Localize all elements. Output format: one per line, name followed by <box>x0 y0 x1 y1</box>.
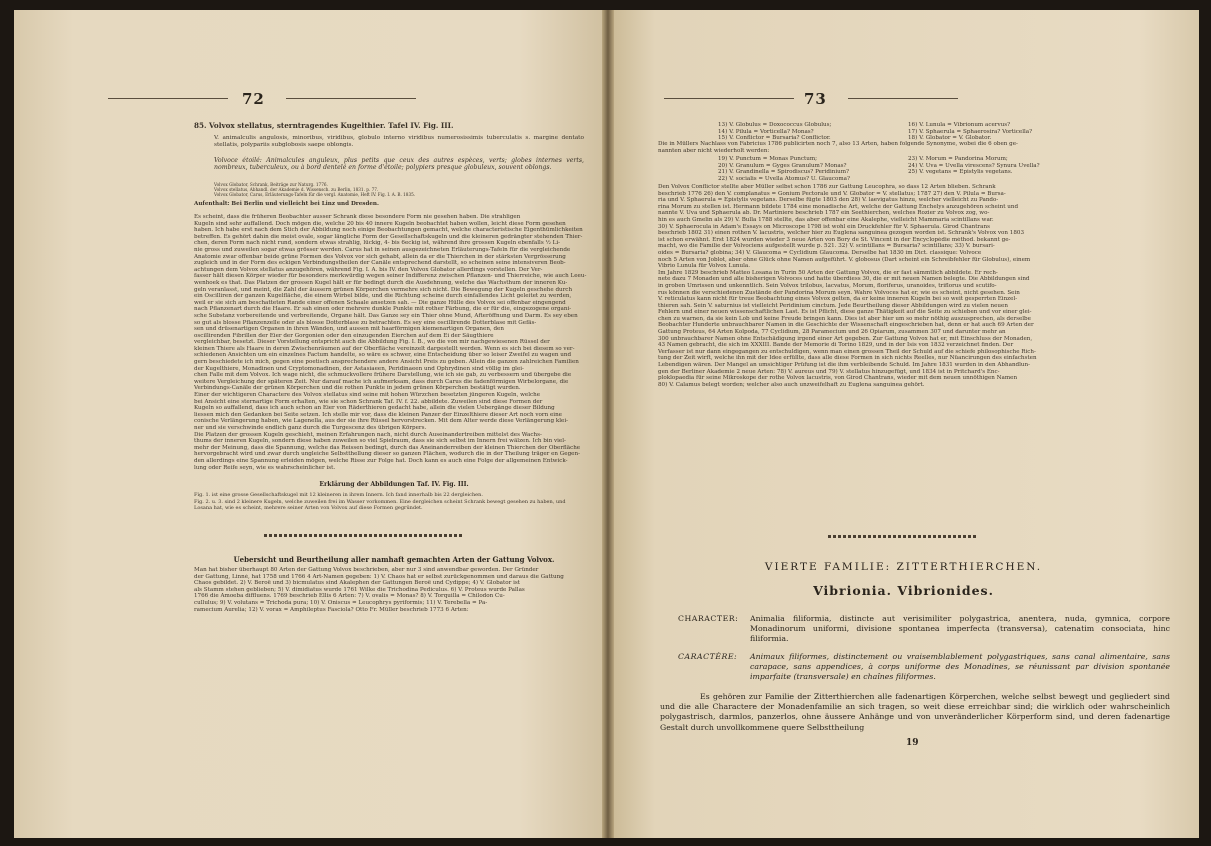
intro-text <box>658 141 1178 154</box>
text-line: kleinen Thiere als Haare in deren Zwischenräumen auf der Oberfläche vereinzelt dargestellt werden. Wenn es sich bei diesem so ver- <box>194 345 575 352</box>
ref-line: Volvox stellatus, Abhandl. der Akademie d. Wissensch. zu Berlin, 1831. p. 77. <box>214 187 379 193</box>
text-line: 24) V. Uva = Uvella virescens? Synura Uvella? <box>908 162 1040 169</box>
text-line: den allerdings eine Spannung erleiden mögen, welche Risse zur Folge hat. Doch kann es auch eine Folge der allgemeinen Entwick- <box>194 457 568 464</box>
explanation-heading: Erklärung der Abbildungen Taf. IV. Fig. III. <box>319 481 469 488</box>
text-line: als Stamm stehen geblieben; 5) V. dimidiatus wurde 1761 Wilke die Trichodina Pediculus. 6) V. Proteus wurde Pallas <box>194 586 525 593</box>
text-line: Chaos gebildet. 2) V. Beroë und 3) bicmulatus sind Akalephen der Gattungen Beroë und Cydippe; 4) V. Globator ist <box>194 580 520 587</box>
text-line: 15) V. Conflictor = Bursaria? Conflictor. <box>718 135 831 142</box>
ref-line: Volvox Globator, Schrank, Beiträge zur Naturg. 1776. <box>214 182 328 187</box>
text-line: Gattung Proteus, 64 Arten Kolpoda, 77 Cyclidium, 28 Paramecium und 26 Opiarum, zusammen 307 und darunter mehr an <box>658 329 1006 336</box>
text-line: macht, wo die Familie der Volvociens aufgestellt wurde p. 521. 32) V. scintillans = Bursaria? scintillans; 33) V. bursari- <box>658 243 995 250</box>
text-line: achtungen dem Volvox stellatus anzugehören, während Fig. I. A. bis IV. den Volvox Globator allerdings vorstellen. Der Ver- <box>194 266 543 273</box>
family-title: VIERTE FAMILIE: ZITTERTHIERCHEN. <box>764 561 1043 573</box>
text-line: 22) V. socialis = Uvella Atomus? U. Glaucoma? <box>718 175 850 182</box>
header-rule-right <box>286 98 416 99</box>
text-line: Man hat bisher überhaupt 80 Arten der Gattung Volvox beschrieben, aber nur 3 sind anwendbar geworden. Der Gründer <box>194 567 539 573</box>
text-line: Fig. 2. u. 3. sind 2 kleinere Kugeln, welche zuweilen frei im Wasser vorkommen. Eine dergleichen scheint Schrank bewegt gesehen zu haben, und <box>194 498 566 505</box>
text-line: cullulus; 9) V. volutans = Trichoda pura; 10) V. Oniscus = Leucophrys pyriformis; 11) V. Terebella = Pa- <box>194 599 488 606</box>
text-line: gern beschiedete ich mich, gegen eine poetisch ansprechendere andere Ansicht Preis zu geben. Allein die ganzen zahlreichen Familien <box>194 359 579 366</box>
text-line: oides = Bursaria? globina; 34) V. Glaucoma = Cyclidium Glaucoma. Derselbe hat 1830 im Dict. classique: Volvoce <box>658 249 982 256</box>
page-number-right: 73 <box>804 90 827 108</box>
header-rule-left <box>108 98 228 99</box>
text-line: 16) V. Lunula = Vibrionum acervus? <box>908 122 1011 128</box>
text-line: haben. Ich habe erst nach dem Stich der Abbildung noch einige Beobachtungen gemacht, welche characteristische Eigenthümlichkeiten <box>194 227 583 234</box>
species-list-left <box>718 122 918 142</box>
text-line: ein Oscilliren der ganzen Kugelfläche, die einem Wirbel bilde, und die Richtung scheine durch einfallendes Licht geleitet zu werden, <box>194 293 572 300</box>
review-text <box>194 567 594 613</box>
text-line: 14) V. Pilula = Vorticella? Monas? <box>718 128 814 135</box>
text-line: ner und sie verschwinde endlich ganz durch die Turgescenz des übrigen Körpers. <box>194 425 427 431</box>
text-line: ploklopaedia für seine Mikroskope der rothe Volvox lacustris, von Girod Chantrans, wieder mit dem neuen unnöthigen Namen <box>658 375 1018 382</box>
text-line: chen, deren Form nach nicht rund, sondern etwas strahlig, lückig, 4- bis 6eckig ist, während ihre grossen Kugeln ebenfalls ½ Li- <box>194 240 561 247</box>
text-line: hin es auch Gmelin als 29) V. Bulla 1788 stellte, das aber offenbar eine Akalephe, vielleicht Mammaria scintillans war. <box>658 216 994 223</box>
text-line: ist schon erwähnt. Erst 1824 wurden wieder 3 neue Arten von Bory de St. Vincent in der Encyclopédie méthod. bekannt ge- <box>658 236 1011 243</box>
explanation-text <box>194 492 594 512</box>
signature-mark: 19 <box>906 738 919 748</box>
text-line: Lebendigen wären. Der Mangel an umsichtiger Prüfung ist die ihm verbleibende Schuld. Im Jahre 1831 wurden in den Abhandlun- <box>658 362 1031 369</box>
left-page <box>14 10 608 838</box>
caractere-text: Animaux filiformes, distinctement ou vraisemblablement polygastriques, sans canal alimentaire, sans carapace, sans appendices, à corps uniforme des Monadines, se réunissant par division spontanée imparfaite (transversale) en chaînes filiformes. <box>750 652 1170 682</box>
text-line: 19) V. Punctum = Monas Punctum; <box>718 156 818 162</box>
text-line: geln veranlasst, und meint, die Zahl der äussern grünen Körperchen vermehre sich nicht. Die Bewegung der Kugeln geschehe durch <box>194 286 573 293</box>
text-line: nie gross und zuweilen sogar etwas grösser werden. Carus hat in seinen ausgezeichneten Erläuterungs-Tafeln für die vergleichende <box>194 246 571 253</box>
text-line: sen und drüsenartigen Organen in ihren Wänden, und aussen mit haarförmigen kiemenartigen Organen, den <box>194 326 504 333</box>
family-subtitle: Vibrionia. Vibrionides. <box>813 583 994 598</box>
text-line: wenhoek es that. Das Platzen der grossen Kugel hält er für bedingt durch die Ausdehnung, welche das Wachsthum der inneren Ku- <box>194 279 568 286</box>
text-line: weitere Vergleichung der späteren Zeit. Nur darauf mache ich aufmerksam, dass durch Carus die fadenförmigen Wirbelorgane, die <box>194 378 569 385</box>
right-page <box>608 10 1199 838</box>
species-list2-left <box>718 156 918 182</box>
text-line: 13) V. Globulus = Doxococcus Globulus; <box>718 122 832 128</box>
text-line: Kugeln so auffallend, dass ich auch schon an Eier von Räderthieren gedacht habe, allein die vielen Uebergänge dieser Bildung <box>194 405 555 412</box>
review-heading: Uebersicht und Beurtheilung aller namhaft gemachten Arten der Gattung Volvox. <box>233 555 555 564</box>
text-line: betreffen. Es gehört dahin die meist ovale, sogar längliche Form der Gesellschaftskugeln und die kleineren gedrängter stehenden Thier- <box>194 233 583 240</box>
text-line: 1766 die Amoeba diffluens. 1769 beschrieb Ellis 6 Arten: 7) V. ovalis = Monas? 8) V. Torquilla = Chilodon Cu- <box>194 593 505 600</box>
text-line: Kugeln sind sehr auffallend. Doch mögen die, welche 20 bis 40 innere Kugeln beobachtet haben wollen, leicht diese Form gesehen <box>194 220 566 227</box>
intro-line: Die in Müllers Nachlass von Fabricius 1786 publicirten noch 7, also 13 Arten, haben folgende Synonyme, wobei die 6 oben ge- <box>658 141 1018 147</box>
page-number-left: 72 <box>242 90 265 108</box>
text-line: ria und V. Sphaerula = Epistylis vegetans. Derselbe fügte 1803 den 28) V. laevigatus hinzu, welcher vielleicht zu Pando- <box>658 197 999 204</box>
section-divider <box>828 535 978 538</box>
text-line: nete dazu 7 Monaden und alle bisherigen Volvoces und hatte überdiess 30, die er mit neuen Namen belegte. Die Abbildungen sind <box>658 276 1030 283</box>
text-line: 18) V. Globator = V. Globator. <box>908 135 992 142</box>
right-body-text <box>658 184 1178 388</box>
text-line: beschrieb 1802 31) einen rothen V. lacustris, welcher hier zu Euglena sanguinea gezogen worden ist. Schrank's Volvox von 1803 <box>658 230 1025 237</box>
text-line: zugleich und in der Form des eckigen Verbindungstheilen der Canäle entsprechend darstellt, so scheinen seine intensiveren Beob- <box>194 260 566 267</box>
entry-heading: 85. Volvox stellatus, sterntragendes Kugelthier. Tafel IV. Fig. III. <box>194 121 454 130</box>
text-line: Einer der wichtigeren Charactere des Volvox stellatus sind seine mit hohen Würzchen besetzten jüngeren Kugeln, welche <box>194 392 541 399</box>
species-list-right <box>908 122 1128 142</box>
latin-diagnosis: V. animalculis angulosis, minoribus, viridibus, globulo interno viridibus numerosissimis tuberculatis s. margine dentato stellatis, polypariis subglobosis saepe oblongis. <box>214 135 584 148</box>
text-line: 17) V. Sphaerula = Sphaerosira? Vorticella? <box>908 128 1033 135</box>
text-line: 80) V. Calamus belegt worden; welcher also auch unzweifelhaft zu Euglena sanguinea gehört. <box>658 381 925 388</box>
text-line: vergleichbar, besetzt. Dieser Vorstellung entspricht auch die Abbildung Fig. I. B., wo die von mir nachgewiesenen Rüssel der <box>194 339 550 346</box>
text-line: Verfasser ist nur dann eingegangen zu entschuldigen, wenn man einen grossen Theil der Schuld auf die schiefe philosophische Rich- <box>658 348 1036 355</box>
text-line: 21) V. Grandinella = Spirodiscus? Peridinium? <box>718 169 850 176</box>
text-line: nach Pflanzenart durch die Haare. Er sah einen oder mehrere dunkle Punkte mit rother Färbung, die er für die, eingezogene organi- <box>194 306 572 313</box>
text-line: Es scheint, dass die früheren Beobachter ausser Schrank diese besondere Form nie gesehen haben. Die strahligen <box>194 214 521 220</box>
text-line: fasser hält diesen Körper wieder für besonders merkwürdig wegen seiner Indifferenz zwischen Pflanzen- und Thierreiche, wie auch Leeu- <box>194 273 587 280</box>
book-spread <box>14 10 1199 838</box>
text-line: 25) V. vegetans = Epistylis vegetans. <box>908 169 1013 176</box>
text-line: gen der Berliner Akademie 2 neue Arten: 78) V. aureus und 79) V. stellatus hinzugefügt, und 1834 ist in Pritchard's Enc- <box>658 368 1000 375</box>
text-line: rina Morum zu stellen ist. Hermann bildete 1784 eine monadische Art, welche der Gattung Enchelys anzugehören scheint und <box>658 203 1019 210</box>
header-rule-right <box>848 98 958 99</box>
text-line: der Gattung, Linné, hat 1758 und 1766 4 Art-Namen gegeben: 1) V. Chaos hat er selbst zurückgenommen und daraus die Gattung <box>194 573 564 580</box>
text-line: lung oder Reife seyn, wie es wahrscheinlicher ist. <box>194 464 336 471</box>
text-line: der Kugelthiere, Monadinen und Cryptomonadinen, der Astasiaeen, Peridinaeen und Ophrydinen sind völlig im glei- <box>194 365 524 372</box>
aufenthalt: Aufenthalt: Bei Berlin und vielleicht bei Linz und Dresden. <box>194 201 379 207</box>
text-line: Anatomie zwar offenbar beide grüne Formen des Volvox vor sich gehabt, allein da er die Thierchen in der stärksten Vergrösserung <box>194 253 566 260</box>
caractere-label: CARACTÈRE: <box>678 652 738 661</box>
character-label: CHARACTER: <box>678 614 739 623</box>
text-line: Den Volvox Conflictor stellte aber Müller selbst schon 1786 zur Gattung Leucophra, so dass 12 Arten blieben. Schrank <box>658 184 996 190</box>
text-line: Fig. 1. ist eine grosse Gesellschaftskugel mit 12 kleineren in ihrem Innern. Ich fand innerhalb bis 22 dergleichen. <box>194 492 483 498</box>
species-list2-right <box>908 156 1128 176</box>
text-line: noch 5 Arten von Joblot, aber ohne Glück ohne Namen aufgeführt. V. globosus (Dart scheint ein Schreibfehler für Globulus), einem <box>658 256 1031 263</box>
text-line: hervorgebracht wird und zwar durch ungleiche Selbstthellung dieser so ganzen Flächen, wodurch die in der Theilung träger en Gegen- <box>194 451 580 458</box>
text-line: thums der inneren Kugeln, sondern diese haben zuweilen so viel Spielraum, dass sie sich selbst im Innern frei wälzen. Ich bin viel- <box>194 438 566 445</box>
text-line: tung der Zeit wirft, welche ihn mit der Idee erfüllte, dass alle diese Formen in sich nichts Reelles, nur Nüancirungen des einfachsten <box>658 355 1037 362</box>
closing-paragraph: Es gehören zur Familie der Zitterthierchen alle fadenartigen Körperchen, welche selbst bewegt und gegliedert sind und die alle Charactere der Monadenfamilie an sich tragen, so weit diese erreichbar sind; die wirklich oder wahrscheinlich polygastrisch, darmlos, panzerlos, ohne äussere Anhänge und von unveränderlicher Körperform sind, und deren fadenartige Gestalt durch unvollkommene quere Selbsttheilung <box>660 692 1170 732</box>
left-body-text <box>194 214 594 471</box>
text-line: conische Verlängerung haben, wie Lagenella, aus der sie ihre Rüssel hervorstrecken. Mit dem Alter werde diese Verlängerung klei- <box>194 418 569 425</box>
french-diagnosis: Volvoce étoilé: Animalcules anguleux, plus petits que ceux des autres espèces, verts; globes internes verts, nombreux, tuberculeux, ou à bord dentelé en forme d'étoile; polypiers presque globuleux, souvent oblongs. <box>214 157 584 172</box>
text-line: oscillirenden Fibrillen der Eier der Gorgonien oder den einzugenden Eierchen auf dem Ei der Säugthiere <box>194 332 494 339</box>
text-line: Vibrio Lunula für Volvox Lunula. <box>658 263 751 270</box>
text-line: 43 Namen gebracht, die sich im XXXIII. Bande der Memorie di Torino 1829, und in der Isis von 1832 verzeichnet finden. Der <box>658 342 1014 349</box>
text-line: in groben Umrissen und unkenntlich. Sein Volvox trilobus, lacvatus, Morum, floriferus, uranoides, triflorus und scutifo- <box>658 282 997 289</box>
text-line: mehr der Meinung, dass die Spannung, welche das Reissen bedingt, durch das Aneinanderreiben der kleinen Thierchen der Oberfläche <box>194 444 581 451</box>
text-line: rus können die verschiedenen Zustände der Pandorina Morum seyn. Wahre Volvoces hat er, wie es scheint, nicht gesehen. Sein <box>658 289 1020 296</box>
text-line: ramecium Aurelia; 12) V. vorax = Amphileptus Fasciola? Otto Fr. Müller beschrieb 1773 6 Arten: <box>194 606 469 613</box>
text-line: sche Substanz vorbereitende und verbreitende, Organe hält. Das Ganze sey ein Thier ohne Mund, Afteröffnung und Darm. Es sey eben <box>194 312 578 319</box>
intro-line: nannten aber nicht wiederholt werden: <box>658 147 770 154</box>
text-line: Die Platzen der grossen Kugeln geschieht, meinen Erfahrungen nach, nicht durch Auseinandertreiben mittelst des Wachs- <box>194 431 542 438</box>
text-line: so gut als blosse Pflanzenzelle oder als blosse Dotterblase zu betrachten. Es sey eine oscillirende Dotterblase mit Gefäs- <box>194 319 537 326</box>
text-line: 20) V. Granulum = Gyges Granulum? Monas? <box>718 162 847 169</box>
text-line: chen Falle mit dem Volvox. Ich wage nicht, die schmuckvollere frühere Darstellung, wie ich sie gab, zu verbessern und übergebe die <box>194 372 572 379</box>
text-line: weil er sie sich am beschatteten Rande einer offenen Schaale ansetzen sah. — Die ganze Hülle des Volvox sei offenbar eingengend <box>194 299 566 306</box>
text-line: Fehlern und einer neuen wissenschaftlichen Last. Es ist Pflicht, diese ganze Thätigkeit auf die Seite zu schieben und vor einer glei- <box>658 309 1032 316</box>
text-line: 300 unbrauchbarer Namen ohne Entschädigung irgend einer Art gegeben. Zur Gattung Volvox hat er, mit Einschluss der Monaden, <box>658 335 1033 342</box>
text-line: liessen mich den Gedanken bei Seite setzen. Ich stelle mir vor, dass die kleinen Panzer der Einzelthiere dieser Art noch vorn eine <box>194 411 562 418</box>
text-line: nannte V. Uva und Sphaerula ab. Dr. Martiniere beschrieb 1787 ein Seethierchen, welches Rozier zu Volvox zog, wo- <box>658 210 990 217</box>
text-line: schiedenen Ansichten um ein einzelnes Factum handelte, so wäre es schwer, eine Entscheidung über so leiser Zweifel zu wagen und <box>194 352 572 359</box>
text-line: bei Ansicht eine sternartige Form erhalten, wie sie schon Schrank Taf. IV. f. 22. abbildete. Zuweilen sind diese Formen der <box>194 398 543 405</box>
text-line: beschrieb 1776 26) den V. complanatus = Gonium Pectorale und V. Globator = V. stellatus; 1787 27) den V. Pilula = Bursa- <box>658 190 1006 197</box>
book-gutter <box>602 10 614 838</box>
ref-line: Volvox Globator, Carus, Erläuterungs-Tafeln für die vergl. Anatomie, Heft IV. Fig. I. A. B. 1835. <box>214 192 416 198</box>
references <box>214 182 584 198</box>
text-line: V. reticulatus kann nicht für treue Beobachtung eines Volvox gelten, da er keine inneren Kugeln bei so weit gesperrten Einzel- <box>658 296 1018 303</box>
text-line: 23) V. Morum = Pandorina Morum; <box>908 156 1008 162</box>
text-line: Beobachter Hunderte unbrauchbarer Namen in die Geschichte der Wissenschaft eingeschrieben hat, denn er hat auch 69 Arten der <box>658 322 1034 329</box>
text-line: thieren sah. Sein V. saturnius ist vielleicht Peridinium cinctum. Jede Beurtheilung dieser Abbildungen wird zu vielen neuen <box>658 302 1008 309</box>
section-divider <box>264 534 464 537</box>
text-line: Losana hat, wie es scheint, mehrere seiner Arten von Volvox auf diese Formen gegründet. <box>194 505 423 512</box>
header-rule-left <box>664 98 794 99</box>
text-line: Verbindungs-Canäle der grünen Körperchen und die rothen Punkte in jedem grünen Körperchen bestätigt wurden. <box>194 385 521 392</box>
text-line: chen zu warnen, da sie kein Lob und keine Freude bringen kann. Dies ist aber hier um so mehr nöthig auszusprechen, als derselbe <box>658 315 1031 322</box>
text-line: Im Jahre 1829 beschrieb Matteo Losana in Turin 50 Arten der Gattung Volvox, die er fast sämmtlich abbildete. Er rech- <box>658 269 998 276</box>
text-line: 30) V. Sphaerocula in Adam's Essays on Microscope 1798 ist wohl ein Druckfehler für V. Sphaerula. Girod Chantrans <box>658 223 990 230</box>
character-text: Animalia filiformia, distincte aut verisimiliter polygastrica, anentera, nuda, gymnica, corpore Monadinorum uniformi, divisione spontanea imperfecta (transversa), catenatim consociata, hinc filiformia. <box>750 614 1170 644</box>
